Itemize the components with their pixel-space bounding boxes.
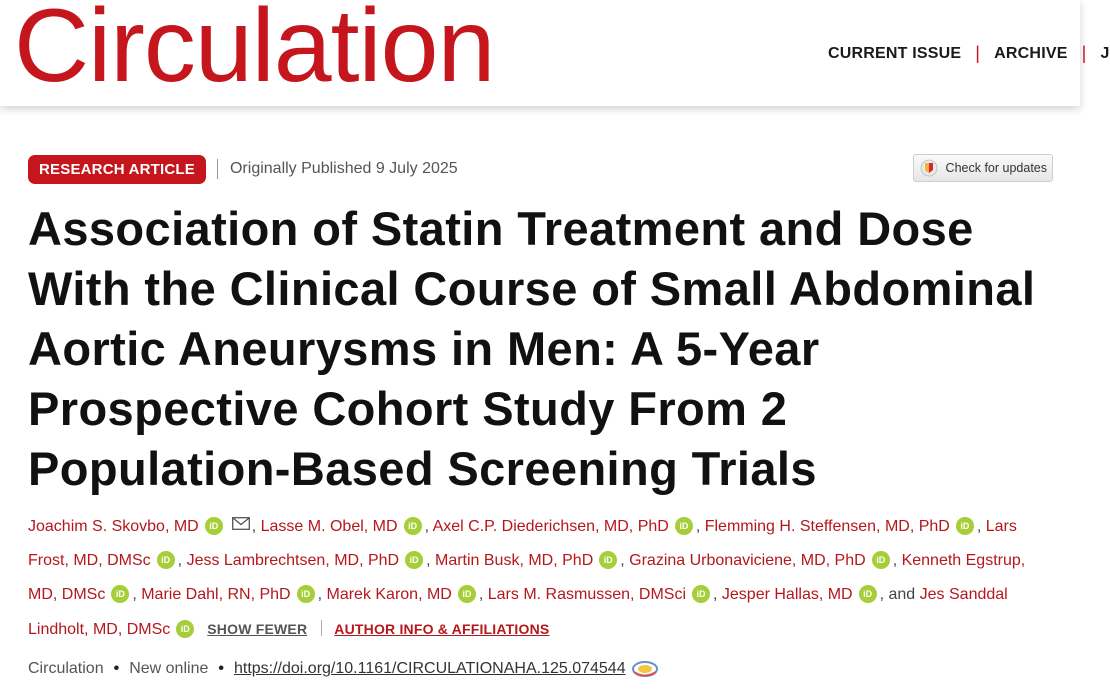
orcid-icon[interactable]: iD [157, 551, 175, 569]
nav-divider: | [1081, 43, 1087, 63]
check-for-updates-button[interactable] [913, 154, 1053, 182]
nav-archive[interactable]: ARCHIVE [994, 44, 1068, 62]
article-meta-row [28, 154, 1053, 184]
site-header [0, 0, 1110, 106]
author-link[interactable]: Lars Frost, MD, DMSc [28, 518, 1017, 569]
doi-link[interactable]: https://doi.org/10.1161/CIRCULATIONAHA.125.074544 [233, 660, 626, 677]
main-nav [828, 43, 1110, 64]
orcid-icon[interactable]: iD [176, 620, 194, 638]
author-link[interactable]: Jess Lambrechtsen, MD, PhD [186, 552, 400, 569]
check-for-updates-label: Check for updates [945, 161, 1047, 175]
orcid-icon[interactable]: iD [205, 517, 223, 535]
author-link[interactable]: Kenneth Egstrup, MD, DMSc [28, 552, 1026, 603]
author-link[interactable]: Martin Busk, MD, PhD [434, 552, 594, 569]
author-list: Joachim S. Skovbo, MD iD , Lasse M. Obel, MD iD , Axel C.P. Diederichsen, MD, PhD iD , Flemming H. Steffensen, MD, PhD iD , Lars Frost, MD, DMSc iD , Jess Lambrechtsen, MD, PhD iD , Martin Busk, MD, PhD iD , Grazina Urbonaviciene, MD, PhD iD , Kenneth Egstrup, MD, DMSc iD , Marie Dahl, RN, PhD iD , Marek Karon, MD iD , Lars M. Rasmussen, DMSci iD , Jesper Hallas, MD iD , and Jes Sanddal Lindholt, MD, DMSc iD SHOW FEWER AUTHOR INFO & AFFILIATIONS [28, 518, 1026, 638]
author-link[interactable]: Grazina Urbonaviciene, MD, PhD [629, 552, 866, 569]
orcid-icon[interactable]: iD [405, 551, 423, 569]
publication-date: Originally Published 9 July 2025 [229, 160, 458, 177]
doi-logo-icon [630, 659, 660, 679]
author-link[interactable]: Lars M. Rasmussen, DMSci [487, 586, 687, 603]
article-title: Association of Statin Treatment and Dose With the Clinical Course of Small Abdominal Aortic Aneurysms in Men: A 5-Year Prospective Cohort Study From 2 Population-Based Screening Trials [28, 202, 1036, 495]
journal-logo[interactable]: Circulation [14, 0, 495, 104]
and-text: and [888, 586, 916, 603]
orcid-icon[interactable]: iD [404, 517, 422, 535]
author-link[interactable]: Marek Karon, MD [326, 586, 452, 603]
author-link[interactable]: Flemming H. Steffensen, MD, PhD [704, 518, 950, 535]
divider [321, 620, 322, 636]
orcid-icon[interactable]: iD [297, 585, 315, 603]
crossmark-icon [920, 159, 938, 177]
meta-divider [217, 159, 218, 179]
orcid-icon[interactable]: iD [599, 551, 617, 569]
orcid-icon[interactable]: iD [859, 585, 877, 603]
author-link[interactable]: Jes Sanddal Lindholt, MD, DMSc [28, 586, 1008, 638]
nav-divider: | [975, 43, 981, 63]
journal-name: Circulation [28, 660, 104, 677]
author-link[interactable]: Lasse M. Obel, MD [260, 518, 398, 535]
show-fewer-link[interactable]: SHOW FEWER [207, 621, 308, 637]
orcid-icon[interactable]: iD [111, 585, 129, 603]
author-link[interactable]: Jesper Hallas, MD [721, 586, 853, 603]
orcid-icon[interactable]: iD [692, 585, 710, 603]
bullet-separator: • [218, 660, 224, 677]
publication-status: New online [129, 660, 209, 677]
citation-row [28, 659, 660, 679]
author-link[interactable]: Marie Dahl, RN, PhD [141, 586, 291, 603]
author-info-link[interactable]: AUTHOR INFO & AFFILIATIONS [334, 621, 550, 637]
nav-item-truncated[interactable]: J [1100, 44, 1110, 62]
bullet-separator: • [113, 660, 120, 677]
nav-current-issue[interactable]: CURRENT ISSUE [828, 44, 962, 62]
email-icon[interactable] [232, 517, 250, 530]
orcid-icon[interactable]: iD [956, 517, 974, 535]
orcid-icon[interactable]: iD [872, 551, 890, 569]
article-type-badge: RESEARCH ARTICLE [28, 155, 206, 184]
orcid-icon[interactable]: iD [675, 517, 693, 535]
orcid-icon[interactable]: iD [458, 585, 476, 603]
author-link[interactable]: Axel C.P. Diederichsen, MD, PhD [432, 518, 669, 535]
author-link[interactable]: Joachim S. Skovbo, MD [28, 518, 199, 535]
